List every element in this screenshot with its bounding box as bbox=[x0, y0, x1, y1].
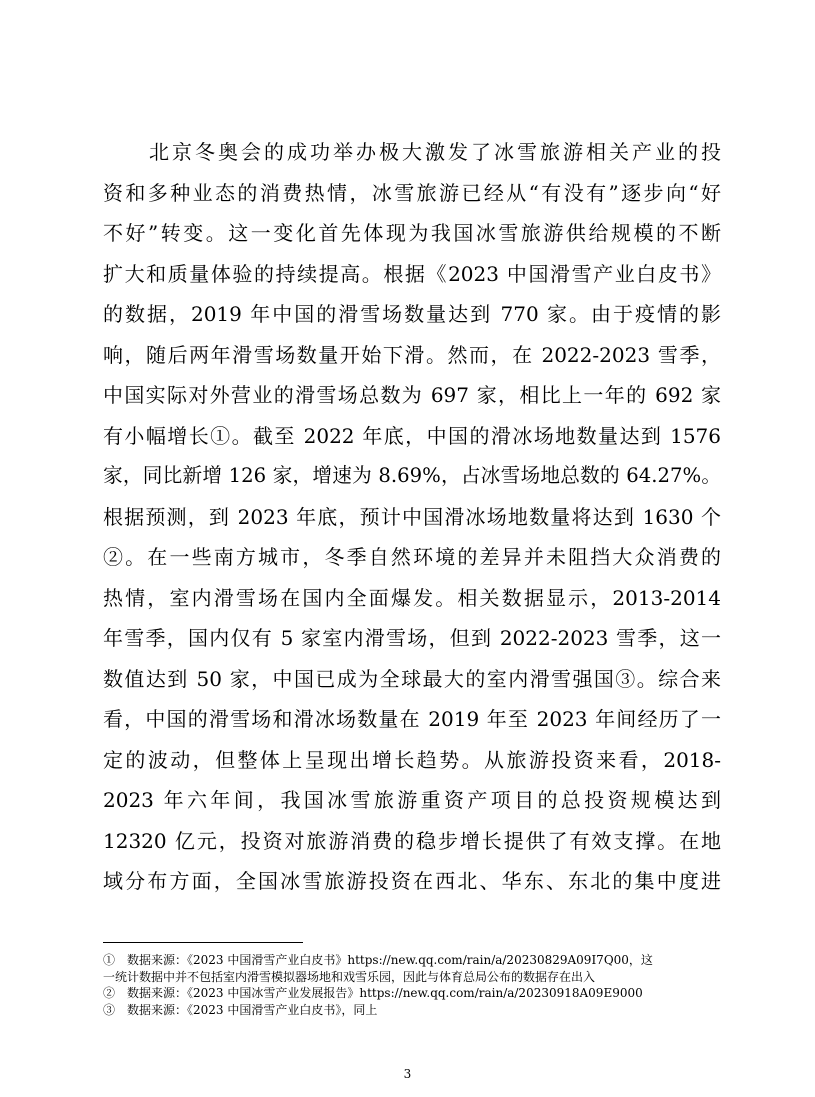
paragraph-line: 不好”转变。这一变化首先体现为我国冰雪旅游供给规模的不断 bbox=[103, 221, 721, 245]
footnotes bbox=[103, 952, 721, 1018]
paragraph-line: 域分布方面，全国冰雪旅游投资在西北、华东、东北的集中度进 bbox=[103, 869, 721, 893]
paragraph-line: 数值达到 50 家，中国已成为全球最大的室内滑雪强国③。综合来 bbox=[103, 666, 721, 691]
body-paragraph bbox=[103, 132, 721, 902]
page-number: 3 bbox=[403, 1067, 412, 1081]
paragraph-line: 家，同比新增 126 家，增速为 8.69%，占冰雪场地总数的 64.27%。 bbox=[103, 464, 721, 487]
paragraph-line: 2023 年六年间，我国冰雪旅游重资产项目的总投资规模达到 bbox=[103, 788, 721, 812]
paragraph-line: 的数据，2019 年中国的滑雪场数量达到 770 家。由于疫情的影 bbox=[103, 302, 721, 326]
footnote-line: ③ 数据来源：《2023 中国滑雪产业白皮书》，同上 bbox=[103, 1002, 378, 1017]
paragraph-line: 定的波动，但整体上呈现出增长趋势。从旅游投资来看，2018- bbox=[103, 747, 721, 772]
paragraph-line: 看，中国的滑雪场和滑冰场数量在 2019 年至 2023 年间经历了一 bbox=[103, 707, 721, 731]
footnote-divider bbox=[103, 942, 303, 943]
paragraph-line: 北京冬奥会的成功举办极大激发了冰雪旅游相关产业的投 bbox=[103, 140, 721, 164]
paragraph-line: ②。在一些南方城市，冬季自然环境的差异并未阻挡大众消费的 bbox=[103, 545, 721, 569]
paragraph-line: 热情，室内滑雪场在国内全面爆发。相关数据显示，2013-2014 bbox=[103, 585, 721, 610]
paragraph-line: 有小幅增长①。截至 2022 年底，中国的滑冰场地数量达到 1576 bbox=[103, 423, 721, 448]
paragraph-line: 响，随后两年滑雪场数量开始下滑。然而，在 2022-2023 雪季， bbox=[103, 342, 721, 367]
paragraph-line: 根据预测，到 2023 年底，预计中国滑冰场地数量将达到 1630 个 bbox=[103, 504, 721, 529]
paragraph-line: 12320 亿元，投资对旅游消费的稳步增长提供了有效支撑。在地 bbox=[103, 828, 721, 853]
footnote-line: ① 数据来源：《2023 中国滑雪产业白皮书》https://new.qq.com/rain/a/20230829A09I7Q00，这 bbox=[103, 953, 653, 967]
paragraph-line: 资和多种业态的消费热情，冰雪旅游已经从“有没有”逐步向“好 bbox=[103, 180, 721, 205]
paragraph-line: 扩大和质量体验的持续提高。根据《2023 中国滑雪产业白皮书》 bbox=[103, 261, 721, 286]
paragraph-line: 中国实际对外营业的滑雪场总数为 697 家，相比上一年的 692 家 bbox=[103, 383, 721, 407]
footnote-line: ② 数据来源：《2023 中国冰雪产业发展报告》https://new.qq.com/rain/a/20230918A09E9000 bbox=[103, 986, 643, 1000]
footnote-line: 一统计数据中并不包括室内滑雪模拟器场地和戏雪乐园，因此与体育总局公布的数据存在出入 bbox=[103, 969, 596, 984]
paragraph-line: 年雪季，国内仅有 5 家室内滑雪场，但到 2022-2023 雪季，这一 bbox=[103, 626, 721, 650]
